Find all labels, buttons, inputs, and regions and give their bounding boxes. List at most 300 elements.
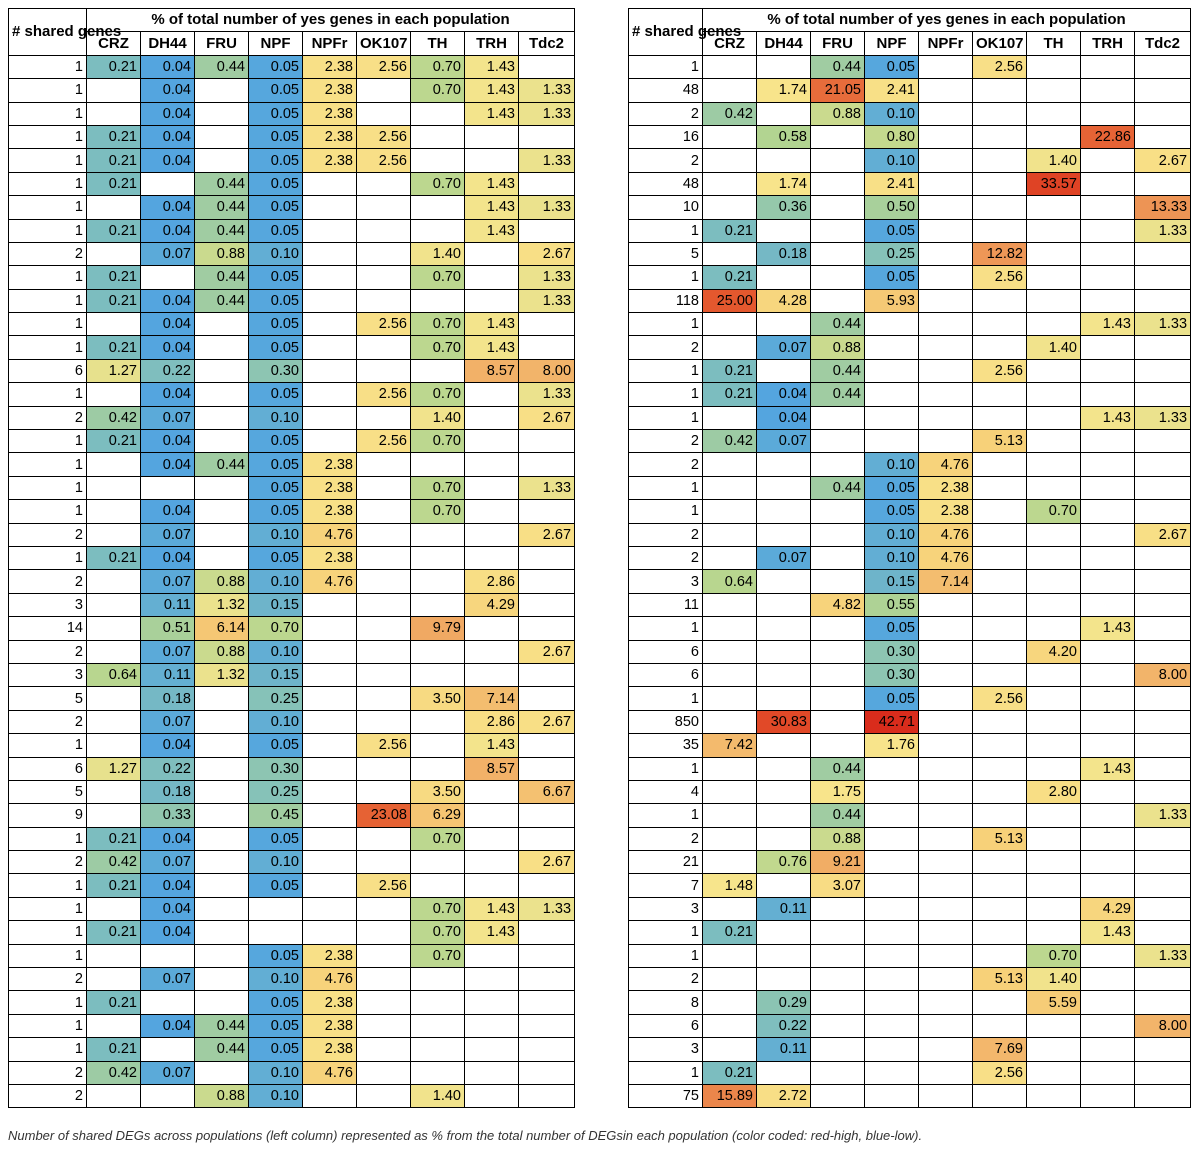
percent-cell-npfr xyxy=(919,55,973,78)
percent-cell-npfr xyxy=(303,757,357,780)
column-header-crz: CRZ xyxy=(87,32,141,55)
percent-cell-th xyxy=(1027,874,1081,897)
percent-cell-th: 0.70 xyxy=(1027,944,1081,967)
percent-cell-dh44: 0.76 xyxy=(757,851,811,874)
percent-cell-th: 0.70 xyxy=(411,266,465,289)
percent-cell-fru xyxy=(811,430,865,453)
shared-count-cell: 1 xyxy=(9,149,87,172)
percent-cell-fru: 6.14 xyxy=(195,617,249,640)
percent-cell-npfr xyxy=(303,921,357,944)
shared-genes-header: # shared genes xyxy=(629,9,703,56)
percent-cell-trh xyxy=(465,804,519,827)
percent-cell-trh xyxy=(1081,149,1135,172)
percent-cell-ok107 xyxy=(973,780,1027,803)
percent-cell-npfr xyxy=(303,383,357,406)
percent-cell-crz xyxy=(87,453,141,476)
percent-cell-npf xyxy=(865,1084,919,1107)
percent-cell-npf: 0.05 xyxy=(249,219,303,242)
percent-cell-fru xyxy=(195,991,249,1014)
shared-count-cell: 1 xyxy=(9,734,87,757)
shared-count-cell: 2 xyxy=(9,406,87,429)
percent-cell-dh44 xyxy=(757,687,811,710)
percent-cell-ok107: 2.56 xyxy=(357,874,411,897)
percent-cell-npf: 0.05 xyxy=(865,687,919,710)
percent-cell-th: 2.80 xyxy=(1027,780,1081,803)
percent-cell-npf: 0.30 xyxy=(865,663,919,686)
table-row xyxy=(629,383,1191,406)
percent-cell-dh44 xyxy=(141,1038,195,1061)
percent-cell-dh44: 0.29 xyxy=(757,991,811,1014)
percent-cell-ok107 xyxy=(973,804,1027,827)
percent-cell-npfr: 4.76 xyxy=(303,968,357,991)
table-row xyxy=(9,289,575,312)
percent-cell-npf: 0.45 xyxy=(249,804,303,827)
percent-cell-ok107 xyxy=(973,874,1027,897)
percent-cell-fru xyxy=(811,968,865,991)
percent-cell-fru: 0.44 xyxy=(195,453,249,476)
percent-cell-tdc2 xyxy=(1135,570,1191,593)
percent-cell-dh44: 0.07 xyxy=(757,546,811,569)
percent-cell-fru xyxy=(811,640,865,663)
percent-cell-tdc2 xyxy=(1135,617,1191,640)
shared-count-cell: 6 xyxy=(9,757,87,780)
percent-cell-th: 5.59 xyxy=(1027,991,1081,1014)
percent-cell-crz: 0.21 xyxy=(87,546,141,569)
percent-cell-dh44 xyxy=(141,991,195,1014)
table-row xyxy=(629,1061,1191,1084)
percent-cell-npfr xyxy=(919,944,973,967)
percent-cell-npf: 0.05 xyxy=(249,1038,303,1061)
percent-cell-ok107 xyxy=(973,196,1027,219)
table-row xyxy=(9,266,575,289)
percent-cell-ok107: 2.56 xyxy=(973,266,1027,289)
table-row xyxy=(629,172,1191,195)
table-row xyxy=(629,617,1191,640)
percent-cell-th: 9.79 xyxy=(411,617,465,640)
shared-count-cell: 2 xyxy=(629,546,703,569)
percent-cell-crz: 0.42 xyxy=(703,102,757,125)
percent-cell-fru: 0.88 xyxy=(195,640,249,663)
percent-cell-tdc2: 2.67 xyxy=(519,406,575,429)
table-row xyxy=(629,804,1191,827)
table-row xyxy=(9,500,575,523)
percent-cell-trh xyxy=(1081,710,1135,733)
percent-cell-fru xyxy=(195,406,249,429)
percent-cell-npf: 0.05 xyxy=(249,546,303,569)
percent-cell-tdc2: 1.33 xyxy=(519,79,575,102)
percent-cell-crz xyxy=(703,500,757,523)
percent-cell-dh44 xyxy=(757,570,811,593)
percent-cell-fru xyxy=(811,546,865,569)
percent-cell-ok107 xyxy=(973,1084,1027,1107)
percent-cell-ok107: 2.56 xyxy=(973,687,1027,710)
percent-cell-tdc2: 8.00 xyxy=(1135,663,1191,686)
percent-cell-trh xyxy=(1081,1014,1135,1037)
table-row xyxy=(629,1038,1191,1061)
table-row xyxy=(9,336,575,359)
table-row xyxy=(629,55,1191,78)
percent-cell-fru xyxy=(195,336,249,359)
percent-cell-dh44 xyxy=(757,734,811,757)
percent-cell-ok107 xyxy=(357,851,411,874)
percent-cell-trh: 4.29 xyxy=(465,593,519,616)
percent-cell-trh xyxy=(1081,102,1135,125)
percent-cell-npfr xyxy=(919,874,973,897)
percent-cell-npfr xyxy=(919,172,973,195)
percent-cell-th xyxy=(1027,313,1081,336)
percent-cell-ok107 xyxy=(357,1014,411,1037)
percent-cell-dh44 xyxy=(757,476,811,499)
percent-cell-tdc2 xyxy=(519,991,575,1014)
percent-cell-npf xyxy=(865,359,919,382)
percent-cell-trh: 1.43 xyxy=(465,336,519,359)
percent-cell-dh44: 0.33 xyxy=(141,804,195,827)
percent-cell-npf xyxy=(865,851,919,874)
percent-cell-fru: 0.44 xyxy=(811,383,865,406)
percent-cell-dh44: 0.11 xyxy=(757,897,811,920)
percent-cell-ok107 xyxy=(973,102,1027,125)
table-row xyxy=(629,453,1191,476)
percent-cell-th xyxy=(1027,617,1081,640)
shared-count-cell: 1 xyxy=(629,687,703,710)
percent-cell-fru: 0.44 xyxy=(195,266,249,289)
table-row xyxy=(629,593,1191,616)
shared-count-cell: 1 xyxy=(9,546,87,569)
percent-cell-npf: 0.05 xyxy=(249,874,303,897)
percent-cell-fru xyxy=(195,430,249,453)
shared-count-cell: 1 xyxy=(629,313,703,336)
percent-cell-crz xyxy=(87,196,141,219)
percent-cell-npfr xyxy=(919,102,973,125)
percent-cell-ok107: 2.56 xyxy=(973,55,1027,78)
shared-count-cell: 1 xyxy=(629,406,703,429)
percent-cell-th: 0.70 xyxy=(411,476,465,499)
percent-cell-trh xyxy=(1081,79,1135,102)
percent-cell-npfr xyxy=(303,593,357,616)
percent-cell-npf xyxy=(865,430,919,453)
percent-cell-npf: 0.10 xyxy=(249,570,303,593)
percent-cell-ok107 xyxy=(973,289,1027,312)
percent-cell-ok107 xyxy=(357,289,411,312)
percent-cell-ok107 xyxy=(357,663,411,686)
percent-cell-npfr xyxy=(919,242,973,265)
percent-cell-th: 0.70 xyxy=(411,500,465,523)
percent-cell-th xyxy=(411,359,465,382)
percent-cell-dh44: 0.22 xyxy=(757,1014,811,1037)
percent-cell-npfr xyxy=(303,851,357,874)
percent-cell-ok107 xyxy=(973,172,1027,195)
percent-cell-npfr xyxy=(303,874,357,897)
percent-cell-crz: 0.42 xyxy=(703,430,757,453)
percent-cell-npfr: 2.38 xyxy=(303,476,357,499)
percent-cell-crz xyxy=(703,640,757,663)
table-row xyxy=(629,734,1191,757)
percent-cell-fru xyxy=(811,125,865,148)
percent-cell-th xyxy=(411,640,465,663)
percent-cell-crz xyxy=(703,804,757,827)
percent-cell-npf: 0.50 xyxy=(865,196,919,219)
table-row xyxy=(9,219,575,242)
percent-cell-npf xyxy=(865,968,919,991)
percent-cell-dh44: 0.18 xyxy=(141,780,195,803)
percent-cell-th: 1.40 xyxy=(1027,968,1081,991)
percent-cell-fru: 4.82 xyxy=(811,593,865,616)
percent-cell-trh xyxy=(465,827,519,850)
shared-count-cell: 21 xyxy=(629,851,703,874)
percent-cell-dh44: 0.36 xyxy=(757,196,811,219)
percent-cell-npfr xyxy=(919,780,973,803)
shared-count-cell: 9 xyxy=(9,804,87,827)
percent-cell-tdc2 xyxy=(1135,757,1191,780)
percent-cell-tdc2: 2.67 xyxy=(1135,149,1191,172)
percent-cell-dh44 xyxy=(757,102,811,125)
table-body xyxy=(9,55,575,1108)
shared-count-cell: 6 xyxy=(629,1014,703,1037)
percent-cell-dh44: 0.04 xyxy=(141,313,195,336)
percent-cell-trh: 1.43 xyxy=(465,172,519,195)
percent-cell-npfr xyxy=(303,196,357,219)
percent-cell-crz xyxy=(87,383,141,406)
percent-cell-ok107 xyxy=(973,79,1027,102)
percent-cell-dh44 xyxy=(757,313,811,336)
percent-cell-npf: 0.05 xyxy=(249,383,303,406)
percent-cell-th xyxy=(411,219,465,242)
table-row xyxy=(9,546,575,569)
percent-cell-fru xyxy=(195,523,249,546)
percent-cell-ok107 xyxy=(973,149,1027,172)
percent-cell-trh xyxy=(1081,242,1135,265)
percent-cell-tdc2 xyxy=(519,172,575,195)
shared-count-cell: 1 xyxy=(9,944,87,967)
percent-cell-npf: 0.05 xyxy=(249,149,303,172)
percent-cell-dh44 xyxy=(757,827,811,850)
percent-cell-th xyxy=(1027,242,1081,265)
shared-count-cell: 3 xyxy=(629,1038,703,1061)
percent-cell-npfr xyxy=(919,851,973,874)
percent-cell-npf: 0.05 xyxy=(249,991,303,1014)
percent-cell-dh44: 0.04 xyxy=(141,336,195,359)
percent-cell-crz xyxy=(703,313,757,336)
percent-cell-fru xyxy=(195,804,249,827)
percent-cell-trh xyxy=(1081,453,1135,476)
percent-cell-trh xyxy=(1081,874,1135,897)
percent-cell-npfr: 2.38 xyxy=(303,546,357,569)
percent-cell-npfr xyxy=(919,640,973,663)
percent-cell-ok107 xyxy=(357,453,411,476)
column-header-tdc2: Tdc2 xyxy=(519,32,575,55)
percent-cell-tdc2: 1.33 xyxy=(519,102,575,125)
percent-cell-fru: 0.44 xyxy=(195,172,249,195)
percent-cell-npf: 0.10 xyxy=(865,102,919,125)
percent-cell-npf: 0.05 xyxy=(249,476,303,499)
table-row xyxy=(9,734,575,757)
shared-count-cell: 1 xyxy=(9,1014,87,1037)
percent-cell-tdc2: 1.33 xyxy=(1135,804,1191,827)
percent-cell-npf xyxy=(865,1061,919,1084)
percent-cell-npf xyxy=(249,921,303,944)
percent-cell-npfr: 4.76 xyxy=(303,570,357,593)
percent-cell-trh: 1.43 xyxy=(465,313,519,336)
shared-count-cell: 3 xyxy=(629,897,703,920)
shared-count-cell: 7 xyxy=(629,874,703,897)
percent-cell-crz xyxy=(87,102,141,125)
percent-cell-th: 0.70 xyxy=(411,921,465,944)
percent-cell-npfr xyxy=(919,991,973,1014)
percent-cell-npf: 0.10 xyxy=(249,640,303,663)
column-header-dh44: DH44 xyxy=(757,32,811,55)
percent-cell-npfr: 2.38 xyxy=(919,500,973,523)
percent-cell-ok107 xyxy=(357,687,411,710)
percent-cell-crz: 0.21 xyxy=(703,219,757,242)
percent-cell-ok107 xyxy=(357,1061,411,1084)
percent-cell-npf: 0.10 xyxy=(249,1061,303,1084)
percent-cell-th xyxy=(1027,476,1081,499)
table-row xyxy=(9,827,575,850)
percent-cell-npfr xyxy=(303,172,357,195)
percent-cell-ok107 xyxy=(973,851,1027,874)
percent-cell-crz xyxy=(703,991,757,1014)
percent-cell-fru: 0.44 xyxy=(195,289,249,312)
percent-cell-fru xyxy=(811,710,865,733)
table-row xyxy=(629,313,1191,336)
percent-cell-ok107 xyxy=(357,172,411,195)
percent-cell-trh xyxy=(1081,172,1135,195)
percent-cell-th xyxy=(1027,102,1081,125)
percent-cell-th: 3.50 xyxy=(411,687,465,710)
percent-cell-dh44 xyxy=(757,593,811,616)
percent-cell-dh44: 0.07 xyxy=(141,851,195,874)
percent-cell-npfr: 2.38 xyxy=(303,1014,357,1037)
percent-cell-tdc2: 2.67 xyxy=(519,242,575,265)
percent-cell-fru xyxy=(195,851,249,874)
percent-cell-dh44 xyxy=(141,172,195,195)
percent-cell-fru: 0.44 xyxy=(195,1038,249,1061)
percent-cell-crz xyxy=(87,617,141,640)
percent-cell-th: 0.70 xyxy=(411,313,465,336)
percent-cell-th xyxy=(1027,710,1081,733)
percent-cell-th xyxy=(411,663,465,686)
table-row xyxy=(9,172,575,195)
percent-cell-npf: 0.05 xyxy=(249,827,303,850)
percent-cell-th: 6.29 xyxy=(411,804,465,827)
percent-cell-dh44 xyxy=(757,757,811,780)
percent-cell-npfr: 2.38 xyxy=(303,55,357,78)
percent-cell-fru: 3.07 xyxy=(811,874,865,897)
percent-cell-ok107: 2.56 xyxy=(973,1061,1027,1084)
percent-cell-crz xyxy=(703,968,757,991)
percent-cell-trh xyxy=(1081,336,1135,359)
percent-cell-npf xyxy=(865,383,919,406)
percent-cell-crz: 0.21 xyxy=(87,827,141,850)
percent-cell-dh44: 0.04 xyxy=(141,102,195,125)
percent-cell-trh xyxy=(465,780,519,803)
percent-cell-ok107 xyxy=(357,897,411,920)
percent-cell-trh xyxy=(465,1061,519,1084)
percent-cell-npf: 0.10 xyxy=(865,523,919,546)
shared-count-cell: 1 xyxy=(9,79,87,102)
percent-cell-tdc2: 8.00 xyxy=(519,359,575,382)
table-row xyxy=(9,149,575,172)
percent-cell-dh44: 0.11 xyxy=(141,663,195,686)
percent-cell-crz xyxy=(703,1014,757,1037)
percent-cell-npfr xyxy=(919,125,973,148)
table-row xyxy=(629,944,1191,967)
percent-cell-th xyxy=(1027,430,1081,453)
table-row xyxy=(629,196,1191,219)
percent-cell-fru xyxy=(195,897,249,920)
table-row xyxy=(629,663,1191,686)
percent-cell-crz xyxy=(703,663,757,686)
percent-cell-crz xyxy=(87,780,141,803)
percent-cell-tdc2: 13.33 xyxy=(1135,196,1191,219)
percent-cell-trh xyxy=(1081,991,1135,1014)
percent-cell-tdc2 xyxy=(519,1061,575,1084)
percent-cell-ok107: 5.13 xyxy=(973,968,1027,991)
percent-cell-th: 1.40 xyxy=(1027,336,1081,359)
percent-cell-npf xyxy=(865,827,919,850)
table-row xyxy=(629,476,1191,499)
percent-cell-ok107 xyxy=(973,617,1027,640)
percent-cell-tdc2 xyxy=(1135,430,1191,453)
percent-cell-npfr xyxy=(919,359,973,382)
percent-cell-npfr xyxy=(303,734,357,757)
percent-cell-npfr xyxy=(919,617,973,640)
percent-cell-trh xyxy=(465,383,519,406)
percent-cell-dh44: 0.18 xyxy=(757,242,811,265)
percent-cell-npfr xyxy=(919,336,973,359)
percent-cell-crz xyxy=(703,780,757,803)
percent-cell-ok107 xyxy=(973,406,1027,429)
percent-cell-npf: 0.05 xyxy=(249,266,303,289)
percent-cell-trh: 1.43 xyxy=(465,897,519,920)
shared-count-cell: 2 xyxy=(629,968,703,991)
percent-cell-fru: 0.44 xyxy=(811,359,865,382)
percent-cell-th: 0.70 xyxy=(1027,500,1081,523)
table-row xyxy=(629,546,1191,569)
percent-cell-crz xyxy=(703,851,757,874)
percent-cell-trh: 1.43 xyxy=(465,219,519,242)
percent-cell-crz: 0.21 xyxy=(87,1038,141,1061)
percent-cell-npf: 0.05 xyxy=(865,617,919,640)
percent-cell-dh44: 0.04 xyxy=(141,149,195,172)
percent-cell-npf: 0.05 xyxy=(249,430,303,453)
percent-cell-tdc2: 2.67 xyxy=(519,523,575,546)
percent-cell-tdc2 xyxy=(1135,172,1191,195)
shared-count-cell: 2 xyxy=(9,710,87,733)
percent-cell-tdc2: 1.33 xyxy=(1135,944,1191,967)
percent-cell-npf: 0.05 xyxy=(249,313,303,336)
percent-cell-trh xyxy=(465,242,519,265)
percent-cell-crz: 25.00 xyxy=(703,289,757,312)
percent-cell-th xyxy=(1027,79,1081,102)
table-row xyxy=(9,1014,575,1037)
percent-cell-npf xyxy=(865,804,919,827)
percent-cell-tdc2 xyxy=(1135,55,1191,78)
percent-cell-ok107: 2.56 xyxy=(973,359,1027,382)
percent-cell-trh: 4.29 xyxy=(1081,897,1135,920)
percent-cell-trh xyxy=(1081,593,1135,616)
percent-cell-fru xyxy=(811,663,865,686)
percent-cell-crz xyxy=(703,593,757,616)
percent-cell-npfr: 2.38 xyxy=(303,1038,357,1061)
table-row xyxy=(9,1038,575,1061)
percent-cell-trh xyxy=(465,430,519,453)
percent-cell-npfr xyxy=(919,1061,973,1084)
percent-cell-npfr xyxy=(919,827,973,850)
percent-cell-crz xyxy=(703,336,757,359)
percent-cell-dh44: 0.04 xyxy=(141,897,195,920)
percent-cell-th xyxy=(1027,851,1081,874)
